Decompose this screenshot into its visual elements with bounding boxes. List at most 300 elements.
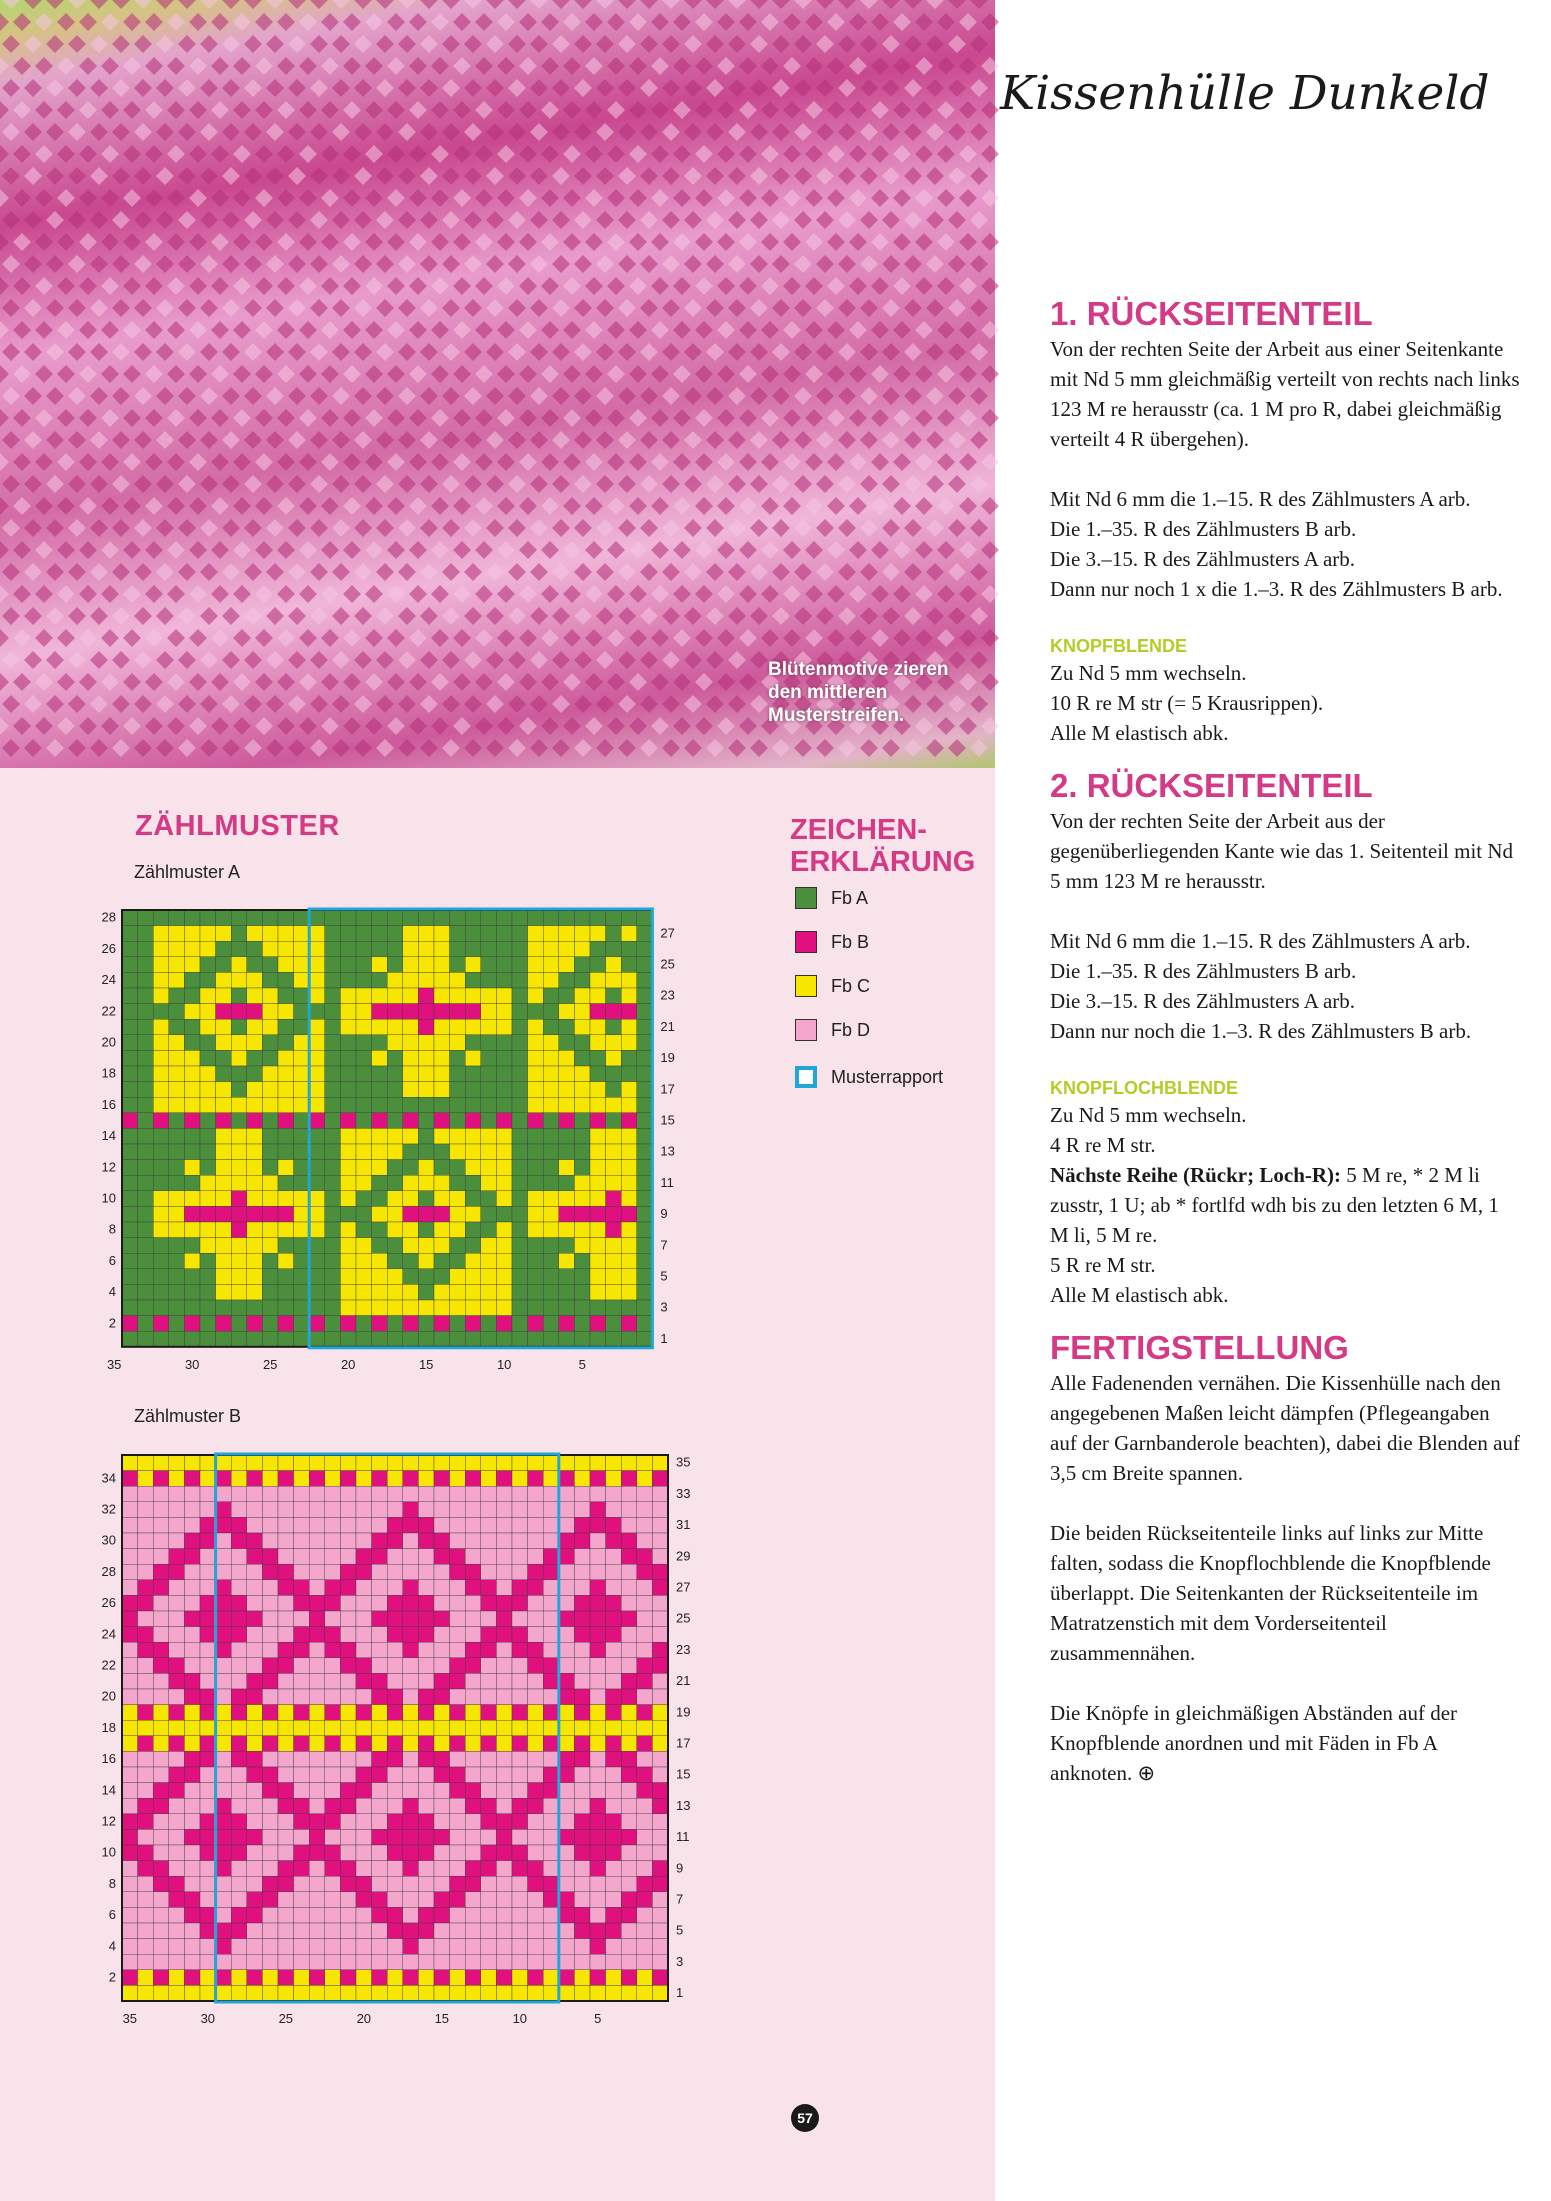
chart-a-stitch xyxy=(325,1316,341,1332)
chart-b-stitch xyxy=(247,1564,263,1580)
chart-a-stitch xyxy=(418,1066,434,1082)
chart-b-stitch xyxy=(231,1720,247,1736)
chart-b-stitch xyxy=(481,1736,497,1752)
chart-b-stitch xyxy=(465,1907,481,1923)
chart-b-stitch xyxy=(652,1954,668,1970)
chart-b-stitch xyxy=(590,1814,606,1830)
chart-a-stitch xyxy=(122,1238,138,1254)
chart-b-stitch xyxy=(262,1502,278,1518)
chart-a-stitch xyxy=(512,941,528,957)
chart-b-stitch xyxy=(262,1517,278,1533)
chart-b-stitch xyxy=(200,1954,216,1970)
chart-b-stitch xyxy=(122,1455,138,1471)
chart-a-stitch xyxy=(465,926,481,942)
chart-a-stitch xyxy=(450,1300,466,1316)
chart-a-stitch xyxy=(184,1191,200,1207)
buttonhole-band-step: Alle M elastisch abk. xyxy=(1050,1283,1229,1307)
chart-a-stitch xyxy=(637,1160,653,1176)
chart-b-stitch xyxy=(387,1861,403,1877)
chart-b-stitch xyxy=(340,1658,356,1674)
chart-a-stitch xyxy=(637,1035,653,1051)
chart-a-stitch xyxy=(418,1160,434,1176)
chart-a-stitch xyxy=(590,1316,606,1332)
chart-a-stitch xyxy=(247,1144,263,1160)
chart-a-stitch xyxy=(450,1128,466,1144)
chart-a-stitch xyxy=(262,1113,278,1129)
chart-b-stitch xyxy=(247,1673,263,1689)
chart-a-stitch xyxy=(559,1113,575,1129)
chart-a-stitch xyxy=(169,1206,185,1222)
chart-b-stitch xyxy=(122,1471,138,1487)
chart-a-stitch xyxy=(606,957,622,973)
chart-a-stitch xyxy=(138,1316,154,1332)
legend-label-fb-b: Fb B xyxy=(831,931,870,952)
chart-b-row-number: 27 xyxy=(676,1579,691,1595)
chart-a-stitch xyxy=(528,1144,544,1160)
chart-b-stitch xyxy=(559,1751,575,1767)
chart-a-stitch xyxy=(340,1191,356,1207)
chart-a-stitch xyxy=(340,988,356,1004)
chart-a-stitch xyxy=(403,1050,419,1066)
chart-a-stitch xyxy=(512,972,528,988)
chart-b-stitch xyxy=(403,1751,419,1767)
chart-b-row-number: 8 xyxy=(108,1875,116,1891)
chart-b-stitch xyxy=(356,1486,372,1502)
chart-a-stitch xyxy=(606,1191,622,1207)
chart-a-stitch xyxy=(621,1316,637,1332)
chart-b-stitch xyxy=(294,1907,310,1923)
chart-b-stitch xyxy=(138,1798,154,1814)
chart-b-stitch xyxy=(606,1861,622,1877)
chart-b-stitch xyxy=(418,1954,434,1970)
chart-b-stitch xyxy=(153,1829,169,1845)
chart-b-stitch xyxy=(231,1845,247,1861)
chart-a-stitch xyxy=(372,1222,388,1238)
chart-b-stitch xyxy=(247,1736,263,1752)
buttonhole-band-step: 5 R re M str. xyxy=(1050,1253,1156,1277)
chart-a-stitch xyxy=(184,1316,200,1332)
chart-b-stitch xyxy=(637,1580,653,1596)
chart-b-stitch xyxy=(262,1658,278,1674)
chart-a-stitch xyxy=(543,1035,559,1051)
chart-b-stitch xyxy=(652,1642,668,1658)
chart-b-stitch xyxy=(262,1533,278,1549)
chart-b-stitch xyxy=(200,1720,216,1736)
chart-a-stitch xyxy=(559,1206,575,1222)
chart-a-stitch xyxy=(465,1175,481,1191)
chart-a-stitch xyxy=(247,1269,263,1285)
chart-a-stitch xyxy=(481,1004,497,1020)
chart-b-stitch xyxy=(496,1892,512,1908)
chart-b-stitch xyxy=(543,1970,559,1986)
chart-b-stitch xyxy=(606,1892,622,1908)
chart-b-stitch xyxy=(450,1595,466,1611)
chart-b-stitch xyxy=(153,1673,169,1689)
chart-b-stitch xyxy=(262,1720,278,1736)
chart-b-stitch xyxy=(325,1611,341,1627)
chart-b-stitch xyxy=(325,1580,341,1596)
chart-b-stitch xyxy=(153,1455,169,1471)
chart-a-stitch xyxy=(184,1331,200,1347)
chart-b-stitch xyxy=(652,1486,668,1502)
chart-a-stitch xyxy=(512,1206,528,1222)
chart-a-stitch xyxy=(621,1284,637,1300)
chart-a-stitch xyxy=(621,1050,637,1066)
chart-a-stitch xyxy=(169,910,185,926)
chart-a-stitch xyxy=(621,1082,637,1098)
chart-b-stitch xyxy=(294,1736,310,1752)
chart-b-stitch xyxy=(512,1954,528,1970)
chart-b-stitch xyxy=(528,1705,544,1721)
chart-b-stitch xyxy=(574,1517,590,1533)
chart-a-stitch xyxy=(543,1097,559,1113)
chart-a-stitch xyxy=(418,941,434,957)
chart-b-stitch xyxy=(496,1564,512,1580)
chart-b-stitch xyxy=(528,1580,544,1596)
chart-a-stitch xyxy=(216,1035,232,1051)
chart-b-stitch xyxy=(496,1627,512,1643)
chart-a-stitch xyxy=(200,1113,216,1129)
chart-a-stitch xyxy=(574,1222,590,1238)
chart-b-stitch xyxy=(262,1954,278,1970)
chart-a-stitch xyxy=(621,1144,637,1160)
chart-b-stitch xyxy=(590,1502,606,1518)
chart-b-stitch xyxy=(184,1798,200,1814)
chart-b-stitch xyxy=(325,1970,341,1986)
chart-b-stitch xyxy=(184,1611,200,1627)
chart-b-stitch xyxy=(465,1611,481,1627)
chart-a-stitch xyxy=(465,1004,481,1020)
chart-b-stitch xyxy=(496,1970,512,1986)
chart-b-stitch xyxy=(200,1658,216,1674)
chart-a-stitch xyxy=(465,1160,481,1176)
chart-b-stitch xyxy=(278,1580,294,1596)
chart-b-stitch xyxy=(434,1767,450,1783)
chart-a-stitch xyxy=(278,1222,294,1238)
chart-a-stitch xyxy=(403,1144,419,1160)
chart-a-stitch xyxy=(309,1004,325,1020)
chart-a-stitch xyxy=(574,1253,590,1269)
chart-a-stitch xyxy=(309,1175,325,1191)
chart-a-stitch xyxy=(418,988,434,1004)
chart-b-stitch xyxy=(606,1502,622,1518)
chart-b-stitch xyxy=(574,1564,590,1580)
chart-a-stitch xyxy=(606,1331,622,1347)
chart-b-stitch xyxy=(559,1923,575,1939)
chart-a-stitch xyxy=(184,1300,200,1316)
chart-b-stitch xyxy=(465,1720,481,1736)
chart-a-stitch xyxy=(637,1222,653,1238)
chart-a-stitch xyxy=(434,1316,450,1332)
chart-a-stitch xyxy=(200,1284,216,1300)
chart-a-stitch xyxy=(637,1284,653,1300)
chart-b-stitch xyxy=(200,1564,216,1580)
chart-a-stitch xyxy=(387,1191,403,1207)
chart-b-stitch xyxy=(278,1798,294,1814)
chart-a-stitch xyxy=(496,988,512,1004)
chart-b-stitch xyxy=(465,1658,481,1674)
chart-b-stitch xyxy=(122,1985,138,2001)
chart-b-stitch xyxy=(481,1814,497,1830)
chart-b-stitch xyxy=(387,1611,403,1627)
chart-a-stitch xyxy=(450,1160,466,1176)
knitted-fabric-photo xyxy=(0,0,995,768)
finishing-text: Alle Fadenenden vernähen. Die Kissenhülle nach den angegebenen Maßen leicht dämpfen (Pflegeangaben auf der Garnbanderole beachten), dabei die Blenden auf 3,5 cm Breite spannen. xyxy=(1050,1371,1520,1485)
chart-a-stitch xyxy=(621,1160,637,1176)
chart-b-stitch xyxy=(122,1549,138,1565)
chart-a-stitch xyxy=(153,1144,169,1160)
chart-b-stitch xyxy=(606,1595,622,1611)
chart-b-stitch xyxy=(216,1736,232,1752)
chart-b-stitch xyxy=(153,1954,169,1970)
chart-b-stitch xyxy=(231,1611,247,1627)
chart-a-stitch xyxy=(372,910,388,926)
chart-b-stitch xyxy=(325,1502,341,1518)
chart-a-stitch xyxy=(216,1160,232,1176)
chart-a-stitch xyxy=(465,1253,481,1269)
chart-b-stitch xyxy=(496,1767,512,1783)
chart-a-stitch xyxy=(496,1082,512,1098)
chart-b-stitch xyxy=(216,1705,232,1721)
chart-b-stitch xyxy=(122,1736,138,1752)
chart-b-row-number: 20 xyxy=(101,1688,116,1704)
chart-a-stitch xyxy=(278,1238,294,1254)
chart-a-stitch xyxy=(325,1222,341,1238)
chart-b-stitch xyxy=(403,1471,419,1487)
chart-a-stitch xyxy=(418,1175,434,1191)
chart-b-stitch xyxy=(481,1751,497,1767)
chart-a-stitch xyxy=(606,988,622,1004)
chart-a-stitch xyxy=(418,1035,434,1051)
chart-a-stitch xyxy=(356,1175,372,1191)
chart-b-row-number: 35 xyxy=(676,1454,691,1470)
chart-a-stitch xyxy=(278,1050,294,1066)
chart-b-stitch xyxy=(652,1876,668,1892)
chart-a-stitch xyxy=(356,972,372,988)
chart-b-stitch xyxy=(621,1627,637,1643)
chart-a xyxy=(100,900,760,1372)
chart-a-stitch xyxy=(372,1284,388,1300)
chart-a-stitch xyxy=(138,1004,154,1020)
chart-b-stitch xyxy=(169,1829,185,1845)
back-part-1-step: Mit Nd 6 mm die 1.–15. R des Zählmusters A arb. xyxy=(1050,487,1471,511)
chart-b-stitch xyxy=(247,1970,263,1986)
chart-b-stitch xyxy=(262,1892,278,1908)
chart-b-stitch xyxy=(278,1642,294,1658)
chart-b-stitch xyxy=(122,1767,138,1783)
chart-b-stitch xyxy=(356,1673,372,1689)
chart-a-stitch xyxy=(528,1004,544,1020)
chart-a-stitch xyxy=(262,972,278,988)
chart-b-stitch xyxy=(652,1502,668,1518)
chart-a-stitch xyxy=(122,972,138,988)
chart-a-stitch xyxy=(465,1035,481,1051)
chart-b-stitch xyxy=(528,1892,544,1908)
chart-a-stitch xyxy=(200,1206,216,1222)
chart-a-stitch xyxy=(387,1160,403,1176)
chart-b-stitch xyxy=(387,1829,403,1845)
chart-a-stitch xyxy=(543,1238,559,1254)
chart-b-stitch xyxy=(512,1845,528,1861)
chart-b-stitch xyxy=(372,1783,388,1799)
chart-a-stitch xyxy=(465,1050,481,1066)
chart-a-stitch xyxy=(496,1066,512,1082)
chart-b-stitch xyxy=(481,1720,497,1736)
chart-a-stitch xyxy=(138,972,154,988)
chart-b-row-number: 12 xyxy=(101,1813,116,1829)
chart-b-row-number: 22 xyxy=(101,1657,116,1673)
chart-a-stitch xyxy=(543,972,559,988)
chart-a-stitch xyxy=(403,1222,419,1238)
chart-b-stitch xyxy=(356,1845,372,1861)
chart-b-stitch xyxy=(434,1736,450,1752)
chart-b-stitch xyxy=(340,1673,356,1689)
chart-b-stitch xyxy=(512,1767,528,1783)
chart-a-stitch xyxy=(512,1082,528,1098)
chart-b-stitch xyxy=(356,1502,372,1518)
chart-a-stitch xyxy=(309,988,325,1004)
chart-a-stitch xyxy=(512,910,528,926)
chart-b-stitch xyxy=(652,1845,668,1861)
chart-b-stitch xyxy=(153,1595,169,1611)
chart-a-stitch xyxy=(153,1222,169,1238)
chart-b-stitch xyxy=(153,1892,169,1908)
chart-a-stitch xyxy=(450,972,466,988)
chart-a-stitch xyxy=(574,957,590,973)
chart-b-stitch xyxy=(606,1767,622,1783)
chart-b-stitch xyxy=(309,1751,325,1767)
back-part-1-step: Dann nur noch 1 x die 1.–3. R des Zählmusters B arb. xyxy=(1050,577,1503,601)
chart-a-stitch xyxy=(325,1160,341,1176)
chart-b-stitch xyxy=(325,1486,341,1502)
chart-b-stitch xyxy=(294,1876,310,1892)
chart-a-stitch xyxy=(216,957,232,973)
chart-b-stitch xyxy=(247,1954,263,1970)
chart-a-stitch xyxy=(418,1206,434,1222)
finishing-text xyxy=(1050,1698,1520,1788)
chart-a-stitch xyxy=(169,1269,185,1285)
chart-a-stitch xyxy=(262,1035,278,1051)
button-band-step: 10 R re M str (= 5 Krausrippen). xyxy=(1050,691,1324,715)
chart-b-stitch xyxy=(637,1549,653,1565)
chart-b-stitch xyxy=(403,1923,419,1939)
chart-a-stitch xyxy=(340,1082,356,1098)
chart-a-stitch xyxy=(637,1004,653,1020)
chart-a-stitch xyxy=(200,1269,216,1285)
chart-a-stitch xyxy=(325,1082,341,1098)
chart-b-stitch xyxy=(278,1829,294,1845)
chart-b-stitch xyxy=(122,1502,138,1518)
chart-b-stitch xyxy=(543,1455,559,1471)
chart-a-stitch xyxy=(465,1097,481,1113)
back-part-1-text: Von der rechten Seite der Arbeit aus einer Seitenkante mit Nd 5 mm gleichmäßig verteilt von rechts nach links 123 M re herausstr (ca. 1 M pro R, dabei gleichmäßig verteilt 4 R übergehen). xyxy=(1050,337,1520,451)
chart-a-stitch xyxy=(262,1144,278,1160)
chart-a-stitch xyxy=(122,957,138,973)
chart-a-stitch xyxy=(543,1004,559,1020)
chart-b-stitch xyxy=(496,1985,512,2001)
chart-a-stitch xyxy=(262,1206,278,1222)
chart-b-stitch xyxy=(481,1455,497,1471)
chart-a-stitch xyxy=(247,1191,263,1207)
chart-b-stitch xyxy=(200,1985,216,2001)
chart-a-stitch xyxy=(247,1097,263,1113)
chart-a-stitch xyxy=(231,910,247,926)
chart-b-stitch xyxy=(574,1689,590,1705)
chart-b-stitch xyxy=(621,1845,637,1861)
chart-b-stitch xyxy=(356,1939,372,1955)
chart-b-stitch xyxy=(169,1954,185,1970)
chart-a-stitch xyxy=(231,1175,247,1191)
chart-a-stitch xyxy=(559,1050,575,1066)
chart-b-stitch xyxy=(231,1564,247,1580)
chart-b-stitch xyxy=(543,1564,559,1580)
chart-b-stitch xyxy=(247,1486,263,1502)
chart-b-row-number: 4 xyxy=(108,1938,116,1954)
chart-b-stitch xyxy=(278,1736,294,1752)
chart-b-stitch xyxy=(262,1829,278,1845)
chart-b-stitch xyxy=(216,1455,232,1471)
chart-b-stitch xyxy=(528,1985,544,2001)
chart-a-stitch xyxy=(184,1206,200,1222)
chart-b-stitch xyxy=(606,1673,622,1689)
chart-a-stitch xyxy=(496,1206,512,1222)
chart-a-stitch xyxy=(153,1269,169,1285)
chart-a-stitch xyxy=(200,1035,216,1051)
chart-a-stitch xyxy=(590,910,606,926)
chart-b-stitch xyxy=(122,1533,138,1549)
chart-b-stitch xyxy=(216,1892,232,1908)
chart-b-stitch xyxy=(543,1549,559,1565)
chart-b-stitch xyxy=(247,1939,263,1955)
chart-b-stitch xyxy=(637,1751,653,1767)
chart-a-stitch xyxy=(403,1175,419,1191)
chart-b-stitch xyxy=(247,1642,263,1658)
chart-a-stitch xyxy=(309,926,325,942)
chart-b-stitch xyxy=(325,1798,341,1814)
chart-b-stitch xyxy=(528,1658,544,1674)
chart-a-stitch xyxy=(247,1066,263,1082)
chart-a-stitch xyxy=(590,1284,606,1300)
chart-b-stitch xyxy=(247,1533,263,1549)
chart-a-stitch xyxy=(621,1113,637,1129)
chart-b-stitch xyxy=(325,1595,341,1611)
chart-b-stitch xyxy=(418,1455,434,1471)
chart-b-stitch xyxy=(184,1627,200,1643)
chart-a-stitch xyxy=(231,1097,247,1113)
chart-b-stitch xyxy=(621,1985,637,2001)
chart-a-stitch xyxy=(637,957,653,973)
chart-b-stitch xyxy=(169,1471,185,1487)
chart-b-stitch xyxy=(418,1970,434,1986)
chart-a-stitch xyxy=(450,1082,466,1098)
chart-b-stitch xyxy=(543,1876,559,1892)
chart-b-stitch xyxy=(481,1767,497,1783)
chart-b-stitch xyxy=(637,1798,653,1814)
chart-a-stitch xyxy=(450,1144,466,1160)
chart-b-stitch xyxy=(247,1892,263,1908)
chart-b-stitch xyxy=(216,1845,232,1861)
chart-b-stitch xyxy=(387,1658,403,1674)
chart-a-stitch xyxy=(247,1050,263,1066)
chart-b-stitch xyxy=(606,1642,622,1658)
chart-a-stitch xyxy=(325,1066,341,1082)
chart-b-stitch xyxy=(309,1923,325,1939)
chart-b-stitch xyxy=(200,1705,216,1721)
chart-b-stitch xyxy=(543,1845,559,1861)
chart-a-stitch xyxy=(153,1082,169,1098)
chart-a-stitch xyxy=(559,1284,575,1300)
chart-b-stitch xyxy=(169,1455,185,1471)
